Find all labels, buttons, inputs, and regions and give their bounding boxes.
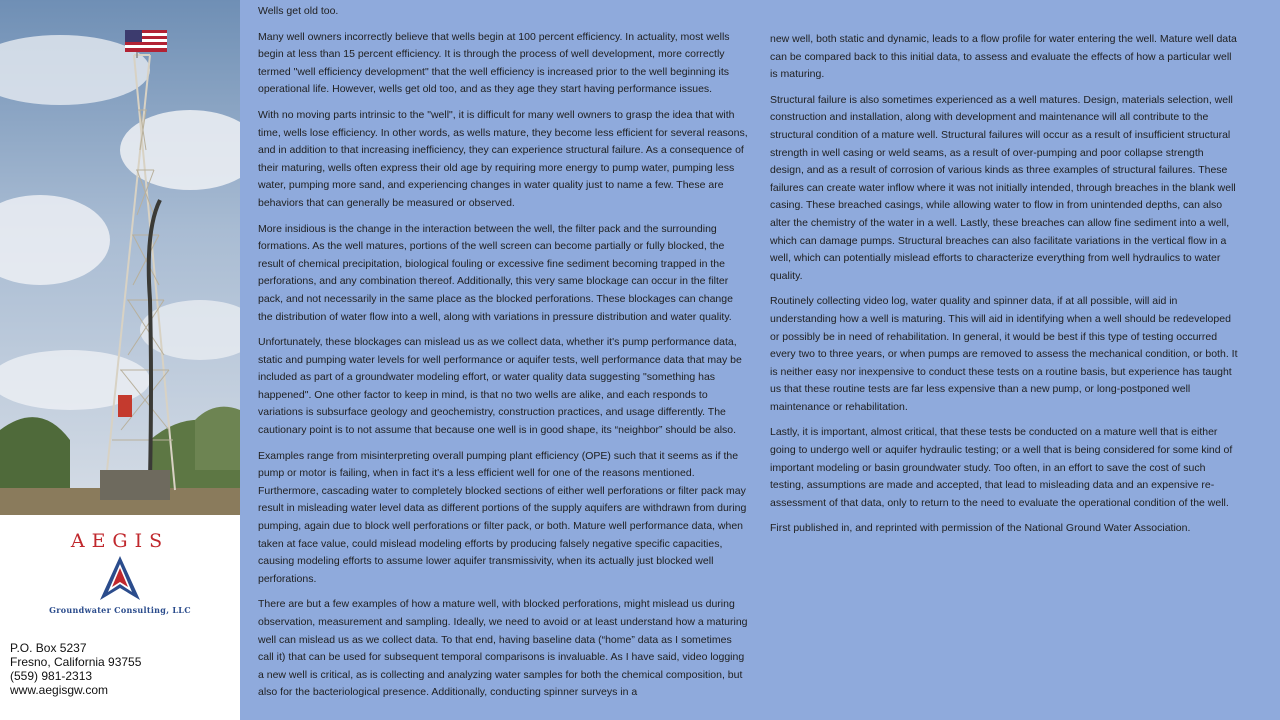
paragraph: Unfortunately, these blockages can mislead us as we collect data, whether it's pump performance data, static and pumping water levels for well performance or aquifer tests, well performance data that may be included as part of a groundwater modeling effort, or water quality data suggesting "something has happened". One other factor to keep in mind, is that no two wells are alike, and each responds to variations is subsurface geology and geochemistry, construction practices, and usage differently. The cautionary point is to not assume that because one well is in good shape, its “neighbor” should be also. — [258, 336, 742, 437]
website-link[interactable]: www.aegisgw.com — [10, 683, 109, 697]
company-logo — [0, 528, 240, 628]
paragraph: More insidious is the change in the interaction between the well, the filter pack and the surrounding formations. As the well matures, portions of the well screen can become partially or fully blocked, the result of chemical precipitation, biological fouling or excessive fine sediment becoming trapped in the perforations, and any combination thereof. Additionally, this very same blockage can occur in the filter pack, and not necessarily in the same place as the blocked perforations. These blockages can change the distribution of water flow into a well, along with variations in pressure distribution and water quality. — [258, 222, 733, 323]
paragraph: There are but a few examples of how a mature well, with blocked perforations, might mislead us during observation, measurement and sampling. Ideally, we need to avoid or at least understand how a maturing well can mislead us as we collect data. To that end, having baseline data (“home” data as I sometimes call it) that can be used for subsequent temporal comparisons is invaluable. As I have said, video logging a new well is critical, as is collecting and analyzing water samples for both the chemical composition, but also for the bacteriological presence. Additionally, conducting spinner surveys in a — [258, 598, 748, 699]
paragraph: With no moving parts intrinsic to the "well", it is difficult for many well owners to grasp the idea that with time, wells lose efficiency. In other words, as wells mature, they become less efficient for several reasons, and in addition to that increasing inefficiency, they can experience structural failure. As a consequence of their maturing, wells often express their old age by requiring more energy to pump water, pumping less water, pumping more sand, and experiencing changes in water quality just to name a few. These are behaviors that can generally be measured or observed. — [258, 108, 748, 209]
paragraph: Lastly, it is important, almost critical, that these tests be conducted on a mature well that is either going to undergo well or aquifer hydraulic testing; or a well that is being considered for some kind of important modeling or basin groundwater study. Too often, in an effort to save the cost of such testing, assumptions are made and accepted, that lead to misleading data and an expensive re-assessment of that data, only to return to the need to evaluate the operational condition of the well. — [770, 426, 1233, 509]
paragraph: Many well owners incorrectly believe that wells begin at 100 percent efficiency. In actuality, most wells begin at less than 15 percent efficiency. It is through the process of well development, more correctly termed "well efficiency development" that the well efficiency is increased prior to the well beginning its operational life. However, wells get old too, and as they age they start having performance issues. — [258, 30, 730, 96]
po-box: P.O. Box 5237 — [10, 641, 87, 655]
paragraph: new well, both static and dynamic, leads to a flow profile for water entering the well. Mature well data can be compared back to this initial data, to assess and evaluate the effects of how a particular well is maturing. — [770, 33, 1237, 81]
paragraph: Structural failure is also sometimes experienced as a well matures. Design, materials selection, well construction and installation, along with development and maintenance will all contribute to the structural condition of a mature well. Structural failures will occur as a result of insufficient structural strength in well casing or weld seams, as a result of over-pumping and poor collapse strength design, and as a result of corrosion of various kinds as three examples of structural failures. These failures can create water inflow where it was not initially intended, through breaches in the blank well casing. These breached casings, while allowing water to flow in from unintended depths, can also alter the chemistry of the water in a well. Lastly, these breaches can allow fine sediment into a well, which can damage pumps. Structural breaches can also facilitate variations in the vertical flow in a well, which can potentially mislead efforts to characterize everything from well hydraulics to water quality. — [770, 93, 1236, 282]
article-column-2 — [770, 31, 1240, 546]
logo-mark-icon — [98, 554, 142, 602]
article-column-1 — [258, 3, 748, 710]
city-state-zip: Fresno, California 93755 — [10, 655, 142, 669]
drilling-rig-photo — [0, 0, 240, 515]
address-block — [10, 641, 141, 697]
paragraph: Routinely collecting video log, water quality and spinner data, if at all possible, will aid in understanding how a well is maturing. This will aid in identifying when a well should be redeveloped or possibly be in need of rehabilitation. In general, it would be best if this type of testing occurred every two to three years, or when pumps are removed to assess the mechanical condition, or both. It is neither easy nor inexpensive to conduct these tests on a routine basis, but experience has taught us that these routine tests are far less expensive than a new pump, or long-postponed well maintenance or rehabilitation. — [770, 295, 1238, 413]
logo-wordmark: AEGIS — [70, 530, 170, 552]
phone-number: (559) 981-2313 — [10, 669, 93, 683]
sidebar — [0, 0, 240, 720]
publication-note: First published in, and reprinted with permission of the National Ground Water Association. — [770, 522, 1191, 535]
paragraph: Examples range from misinterpreting overall pumping plant efficiency (OPE) such that it seems as if the pump or motor is failing, when in fact it's a less efficient well for one of the reasons mentioned. Furthermore, cascading water to completely blocked sections of either well perforations or filter pack may result in misleading water level data as different portions of the supply aquifers are withdrawn from during pumping, again due to block well perforations or filter pack, or both. Mature well performance data, when taken at face value, could mislead modeling efforts by producing falsely negative specific capacities, causing modeling efforts to assume lower aquifer transmissivity, when its actually just blocked well perforations. — [258, 449, 747, 585]
logo-tagline: Groundwater Consulting, LLC — [49, 605, 191, 615]
article-title: Wells get old too. — [258, 5, 339, 17]
